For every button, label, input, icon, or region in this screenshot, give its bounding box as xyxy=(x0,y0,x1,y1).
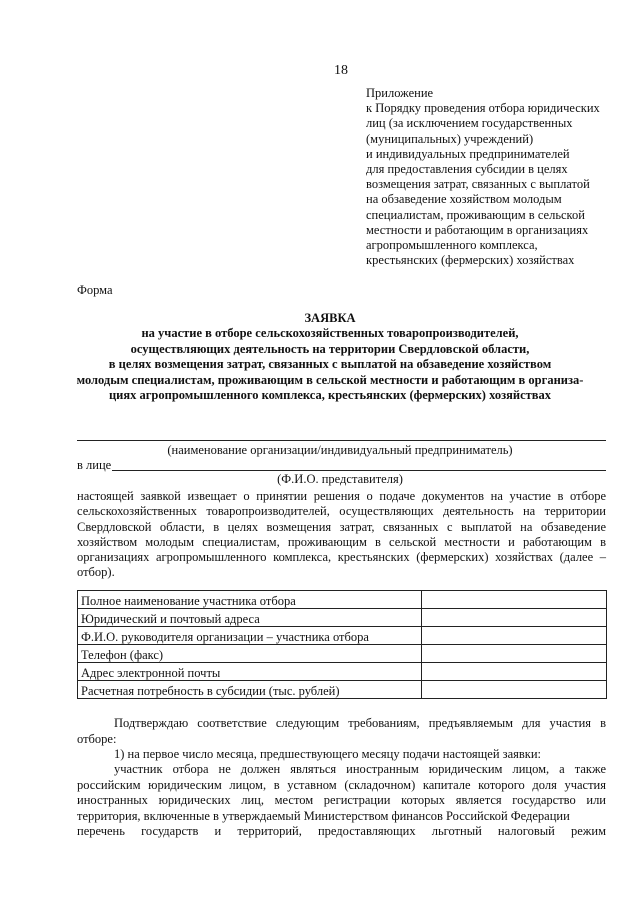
org-name-underline[interactable] xyxy=(77,440,606,441)
table-row xyxy=(78,645,607,663)
page-number: 18 xyxy=(334,63,348,78)
rep-caption: (Ф.И.О. представителя) xyxy=(277,472,403,486)
participant-info-table xyxy=(77,590,607,699)
table-row xyxy=(78,609,607,627)
org-caption: (наименование организации/индивидуальный предприниматель) xyxy=(167,443,513,457)
table-row-label: Расчетная потребность в субсидии (тыс. рублей) xyxy=(78,681,422,699)
form-label: Форма xyxy=(77,283,113,297)
intro-paragraph: настоящей заявкой извещает о принятии решения о подаче документов на участие в отборе сельскохозяйственных товаропроизводителей, осуществляющих деятельность на территории Свердловской области, в целях возмещения затрат, связанных с выплатой на обзаведение хозяйством молодым специалистам, проживающим в сельской местности и работающим в организациях агропромышленного комплекса, крестьянских (фермерских) хозяйствах (далее – отбор). xyxy=(77,489,606,580)
table-row xyxy=(78,627,607,645)
title-line: циях агропромышленного комплекса, крестьянских (фермерских) хозяйствах xyxy=(108,388,552,403)
document-title xyxy=(70,311,590,403)
table-value-cell[interactable] xyxy=(422,645,607,663)
table-row-label: Юридический и почтовый адреса xyxy=(78,609,422,627)
participant-paragraph: участник отбора не должен являться иностранным юридическим лицом, а также российским юридическим лицом, в уставном (складочном) капитале которого доля участия иностранных юридических лиц, местом регистрации которых является государство или территория, включенные в утверждаемый Министерством финансов Российской Федерации xyxy=(77,762,606,823)
title-line: на участие в отборе сельскохозяйственных товаропроизводителей, xyxy=(141,326,519,341)
title-heading: ЗАЯВКА xyxy=(304,311,356,325)
item-1-paragraph: 1) на первое число месяца, предшествующего месяцу подачи настоящей заявки: xyxy=(114,747,542,761)
appendix-line: Приложение xyxy=(366,86,434,100)
table-row-label: Адрес электронной почты xyxy=(78,663,422,681)
table-row xyxy=(78,591,607,609)
appendix-line: к Порядку проведения отбора юридических xyxy=(366,101,600,116)
appendix-line: специалистам, проживающим в сельской xyxy=(366,207,585,222)
appendix-line: (муниципальных) учреждений) xyxy=(366,131,534,146)
participant-last-line: перечень государств и территорий, предоставляющих льготный налоговый режим xyxy=(77,824,606,838)
appendix-line: лиц (за исключением государственных xyxy=(366,116,573,131)
table-value-cell[interactable] xyxy=(422,627,607,645)
confirm-paragraph: Подтверждаю соответствие следующим требованиям, предъявляемым для участия в отборе: xyxy=(77,716,606,746)
title-line: осуществляющих деятельность на территории Свердловской области, xyxy=(130,341,530,356)
title-line: молодым специалистам, проживающим в сельской местности и работающим в организа- xyxy=(76,372,584,387)
appendix-block xyxy=(366,86,626,268)
table-value-cell[interactable] xyxy=(422,663,607,681)
table-value-cell[interactable] xyxy=(422,591,607,609)
title-line: в целях возмещения затрат, связанных с выплатой на обзаведение хозяйством xyxy=(108,357,552,372)
in-person-label: в лице xyxy=(77,458,112,472)
table-row xyxy=(78,663,607,681)
table-row-label: Телефон (факс) xyxy=(78,645,422,663)
table-row xyxy=(78,681,607,699)
table-row-label: Полное наименование участника отбора xyxy=(78,591,422,609)
appendix-line: на обзаведение хозяйством молодым xyxy=(366,192,562,207)
appendix-line: крестьянских (фермерских) хозяйствах xyxy=(366,253,575,268)
appendix-line: местности и работающим в организациях xyxy=(366,222,589,237)
appendix-line: и индивидуальных предпринимателей xyxy=(366,146,570,161)
appendix-line: для предоставления субсидии в целях xyxy=(366,162,568,177)
representative-underline[interactable] xyxy=(112,470,606,471)
table-row-label: Ф.И.О. руководителя организации – участника отбора xyxy=(78,627,422,645)
appendix-line: агропромышленного комплекса, xyxy=(366,238,538,253)
table-value-cell[interactable] xyxy=(422,681,607,699)
appendix-line: возмещения затрат, связанных с выплатой xyxy=(366,177,590,192)
table-value-cell[interactable] xyxy=(422,609,607,627)
